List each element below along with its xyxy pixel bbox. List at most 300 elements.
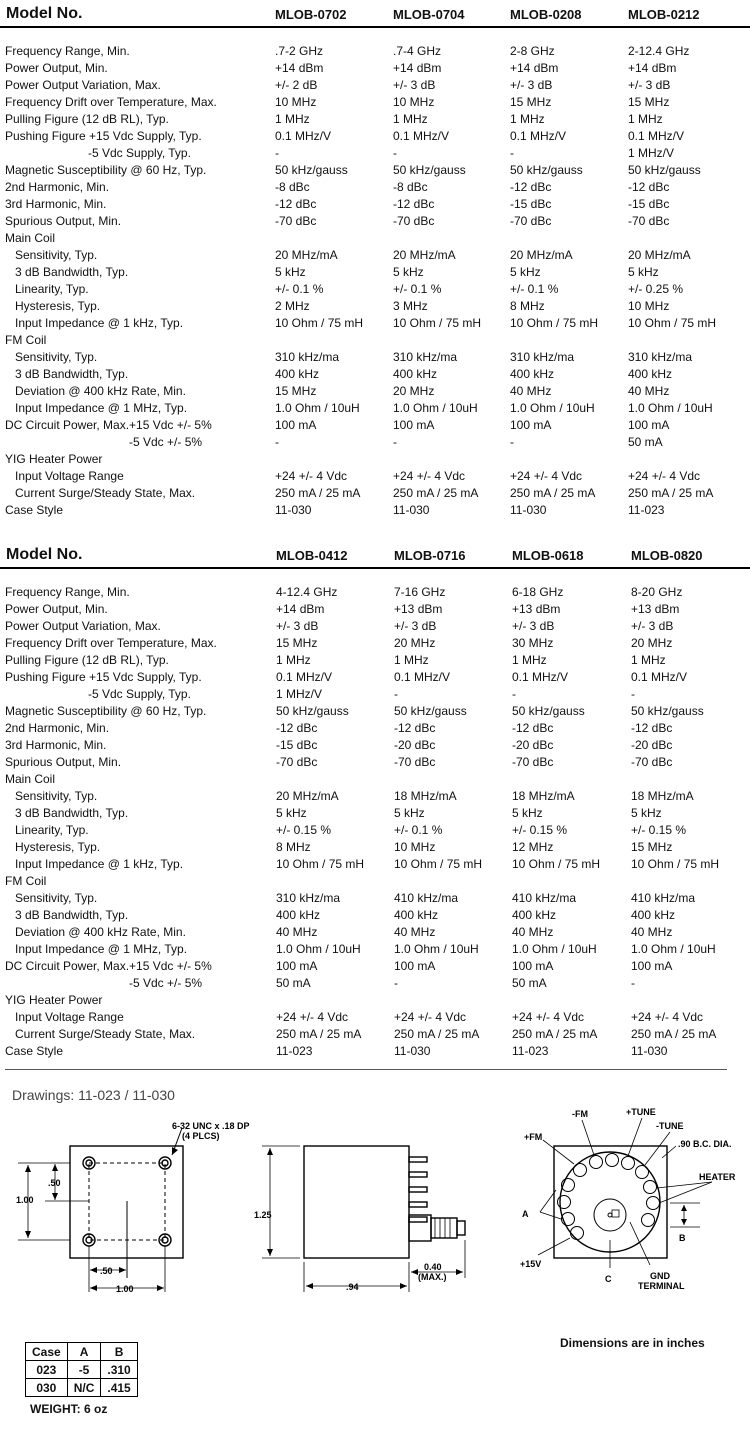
spec-value: 5 kHz [631,806,662,820]
model-column-header: MLOB-0618 [512,548,584,563]
spec-value: 11-030 [394,1044,431,1058]
spec-value: 0.1 MHz/V [631,670,688,684]
spec-value: 10 Ohm / 75 mH [275,316,364,330]
spec-value: -15 dBc [276,738,318,752]
spec-value: +14 dBm [393,61,442,75]
spec-value: -20 dBc [512,738,554,752]
bolt-circle [560,1152,660,1252]
spec-value: -15 dBc [510,197,552,211]
spec-value: 50 kHz/gauss [276,704,349,718]
spec-value: 400 kHz [512,908,557,922]
spec-value: 250 mA / 25 mA [275,486,361,500]
spec-label: Main Coil [5,772,56,786]
case-table [25,1342,138,1397]
b-cell: .310 [101,1361,137,1379]
spec-value: 310 kHz/ma [510,350,575,364]
spec-value: -70 dBc [628,214,670,228]
model-no-heading: Model No. [6,546,83,563]
spec-value: 10 Ohm / 75 mH [510,316,599,330]
spec-value: 1.0 Ohm / 10uH [393,401,478,415]
spec-value: 20 MHz/mA [393,248,456,262]
spec-value: 1 MHz [394,653,429,667]
spec-value: 250 mA / 25 mA [510,486,596,500]
spec-value: -12 dBc [393,197,435,211]
spec-value: 400 kHz [275,367,320,381]
side-view-body [304,1146,409,1258]
case-table-row [26,1361,138,1379]
spec-value: 15 MHz [510,95,552,109]
spec-value: +/- 3 dB [393,78,436,92]
model-column-header: MLOB-0212 [628,7,700,22]
pin [409,1157,427,1162]
spec-value: +14 dBm [628,61,677,75]
spec-value: 5 kHz [512,806,543,820]
spec-value: -20 dBc [631,738,673,752]
gnd-label: GND [650,1271,670,1281]
spec-label: Hysteresis, Typ. [15,299,101,313]
spec-value: 5 kHz [276,806,307,820]
spec-value: 1 MHz [512,653,547,667]
spec-label: -5 Vdc +/- 5% [129,976,203,990]
spec-value: 10 Ohm / 75 mH [512,857,601,871]
spec-value: -15 dBc [628,197,670,211]
spec-value: +24 +/- 4 Vdc [275,469,348,483]
spec-value: - [631,687,635,701]
spec-value: 1 MHz [393,112,428,126]
spec-label: FM Coil [5,333,47,347]
spec-value: 1 MHz [275,112,310,126]
spec-value: 310 kHz/ma [393,350,458,364]
spec-value: 8 MHz [276,840,311,854]
spec-label: Power Output Variation, Max. [5,78,161,92]
spec-label: Input Impedance @ 1 kHz, Typ. [15,316,184,330]
spec-value: +/- 0.15 % [631,823,687,837]
spec-value: 11-030 [510,503,547,517]
spec-value: 1 MHz [628,112,663,126]
spec-label: 3 dB Bandwidth, Typ. [15,265,129,279]
spec-label: Power Output, Min. [5,61,108,75]
spec-value: -12 dBc [394,721,436,735]
terminal-pins [558,1154,660,1240]
spec-value: 10 Ohm / 75 mH [394,857,483,871]
spec-value: 310 kHz/ma [276,891,341,905]
spec-value: 100 mA [276,959,318,973]
spec-label: Pushing Figure +15 Vdc Supply, Typ. [5,129,202,143]
spec-label: Spurious Output, Min. [5,214,122,228]
spec-label: Magnetic Susceptibility @ 60 Hz, Typ. [5,704,207,718]
spec-value: 50 kHz/gauss [631,704,704,718]
spec-label: 3rd Harmonic, Min. [5,197,107,211]
spec-value: -12 dBc [631,721,673,735]
spec-value: - [394,976,398,990]
spec-value: 400 kHz [510,367,555,381]
spec-value: - [275,146,279,160]
spec-value: 250 mA / 25 mA [512,1027,598,1041]
spec-value: 5 kHz [628,265,659,279]
gnd-terminal [612,1210,619,1217]
spec-value: 1 MHz [276,653,311,667]
heater-label: HEATER [699,1172,736,1182]
spec-value: 2-8 GHz [510,44,555,58]
spec-label: Pulling Figure (12 dB RL), Typ. [5,112,169,126]
spec-label: 3 dB Bandwidth, Typ. [15,806,129,820]
spec-value: 10 MHz [628,299,670,313]
spec-label: Frequency Range, Min. [5,585,130,599]
spec-label: Deviation @ 400 kHz Rate, Min. [15,384,186,398]
spec-value: 10 Ohm / 75 mH [628,316,717,330]
spec-value: 1 MHz/V [628,146,675,160]
spec-value: -8 dBc [393,180,428,194]
spec-label: -5 Vdc +/- 5% [129,435,203,449]
spec-value: 1.0 Ohm / 10uH [628,401,713,415]
spec-value: +24 +/- 4 Vdc [631,1010,704,1024]
spec-value: 40 MHz [628,384,670,398]
spec-value: 40 MHz [276,925,318,939]
spec-value: 11-030 [631,1044,668,1058]
spec-label: Hysteresis, Typ. [15,840,101,854]
spec-value: +/- 0.1 % [275,282,324,296]
spec-value: 11-030 [275,503,312,517]
spec-value: 10 Ohm / 75 mH [393,316,482,330]
case-cell: 023 [26,1361,68,1379]
spec-label: Frequency Drift over Temperature, Max. [5,636,217,650]
spec-label: Deviation @ 400 kHz Rate, Min. [15,925,186,939]
spec-value: - [510,146,514,160]
spec-value: -70 dBc [512,755,554,769]
spec-value: 7-16 GHz [394,585,446,599]
spec-value: 40 MHz [631,925,673,939]
spec-label: Current Surge/Steady State, Max. [15,486,196,500]
weight-label: WEIGHT: 6 oz [30,1402,108,1416]
spec-value: 30 MHz [512,636,554,650]
dim-125: 1.25 [254,1210,272,1220]
spec-label: Case Style [5,503,64,517]
spec-value: 250 mA / 25 mA [276,1027,362,1041]
spec-label: 2nd Harmonic, Min. [5,180,110,194]
spec-value: -12 dBc [512,721,554,735]
spec-label: Frequency Range, Min. [5,44,130,58]
spec-value: -70 dBc [394,755,436,769]
model-column-header: MLOB-0208 [510,7,582,22]
spec-value: +24 +/- 4 Vdc [510,469,583,483]
spec-value: 410 kHz/ma [631,891,696,905]
spec-value: 5 kHz [275,265,306,279]
spec-value: 10 Ohm / 75 mH [276,857,365,871]
spec-value: -20 dBc [394,738,436,752]
spec-value: 15 MHz [276,636,318,650]
spec-label: 3 dB Bandwidth, Typ. [15,367,129,381]
spec-value: +/- 0.15 % [276,823,332,837]
spec-value: 410 kHz/ma [394,891,459,905]
spec-value: 50 kHz/gauss [275,163,348,177]
a-label: A [522,1209,529,1219]
spec-label: Case Style [5,1044,64,1058]
spec-value: 0.1 MHz/V [512,670,569,684]
spec-label: Current Surge/Steady State, Max. [15,1027,196,1041]
spec-value: 0.1 MHz/V [275,129,332,143]
drawings-title: Drawings: 11-023 / 11-030 [12,1087,175,1103]
b-header: B [101,1343,137,1361]
spec-value: 40 MHz [510,384,552,398]
spec-value: 50 mA [512,976,547,990]
spec-value: 15 MHz [275,384,317,398]
spec-value: 40 MHz [512,925,554,939]
model-column-header: MLOB-0704 [393,7,465,22]
spec-value: 50 kHz/gauss [628,163,701,177]
spec-value: 1.0 Ohm / 10uH [276,942,361,956]
spec-value: 50 kHz/gauss [510,163,583,177]
spec-value: +24 +/- 4 Vdc [276,1010,349,1024]
spec-value: +/- 3 dB [276,619,319,633]
spec-value: 18 MHz/mA [394,789,457,803]
spec-value: 0.1 MHz/V [276,670,333,684]
spec-value: 20 MHz/mA [628,248,691,262]
spec-value: 0.1 MHz/V [393,129,450,143]
spec-value: - [393,146,397,160]
spec-value: 8 MHz [510,299,545,313]
spec-value: +14 dBm [510,61,559,75]
spec-label: YIG Heater Power [5,452,103,466]
spec-value: 4-12.4 GHz [276,585,338,599]
spec-value: 11-023 [276,1044,313,1058]
spec-value: 20 MHz [394,636,436,650]
spec-value: 310 kHz/ma [628,350,693,364]
spec-value: 310 kHz/ma [275,350,340,364]
spec-value: 18 MHz/mA [631,789,694,803]
spec-value: -12 dBc [510,180,552,194]
spec-value: 18 MHz/mA [512,789,575,803]
spec-value: -70 dBc [275,214,317,228]
model-column-header: MLOB-0412 [276,548,348,563]
spec-value: +13 dBm [512,602,561,616]
spec-value: +/- 0.1 % [510,282,559,296]
spec-value: 100 mA [510,418,552,432]
spec-value: -12 dBc [275,197,317,211]
spec-label: Sensitivity, Typ. [15,350,98,364]
spec-value: - [394,687,398,701]
spec-value: +/- 3 dB [510,78,553,92]
spec-value: +24 +/- 4 Vdc [393,469,466,483]
spec-value: 1 MHz [631,653,666,667]
spec-value: 50 kHz/gauss [512,704,585,718]
spec-value: +14 dBm [275,61,324,75]
terminal-label: TERMINAL [638,1281,685,1291]
spec-value: -70 dBc [276,755,318,769]
a-cell: N/C [67,1379,101,1397]
spec-value: 20 MHz [393,384,435,398]
pin [409,1172,427,1177]
b-label: B [679,1233,686,1243]
spec-value: 50 kHz/gauss [394,704,467,718]
spec-label: 3 dB Bandwidth, Typ. [15,908,129,922]
spec-value: 400 kHz [628,367,673,381]
dimensions-note: Dimensions are in inches [560,1336,705,1350]
spec-label: Frequency Drift over Temperature, Max. [5,95,217,109]
spec-value: +/- 0.1 % [393,282,442,296]
spec-value: -12 dBc [628,180,670,194]
a-header: A [67,1343,101,1361]
model-no-heading: Model No. [6,5,83,22]
spec-value: 0.1 MHz/V [628,129,685,143]
spec-value: 1.0 Ohm / 10uH [510,401,595,415]
spec-value: 3 MHz [393,299,428,313]
spec-value: - [512,687,516,701]
spec-value: 1.0 Ohm / 10uH [512,942,597,956]
spec-value: +/- 3 dB [628,78,671,92]
fm-plus-label: +FM [524,1132,543,1142]
spec-label: 3rd Harmonic, Min. [5,738,107,752]
spec-value: 100 mA [275,418,317,432]
model-column-header: MLOB-0702 [275,7,347,22]
spec-value: +/- 3 dB [512,619,555,633]
spec-value: 1.0 Ohm / 10uH [631,942,716,956]
spec-value: +24 +/- 4 Vdc [628,469,701,483]
spec-label: Pushing Figure +15 Vdc Supply, Typ. [5,670,202,684]
spec-label: -5 Vdc Supply, Typ. [88,146,191,160]
dim-max: (MAX.) [418,1272,447,1282]
pin [409,1187,427,1192]
spec-value: 11-030 [393,503,430,517]
spec-value: +/- 0.15 % [512,823,568,837]
v15-label: +15V [520,1259,542,1269]
spec-value: +13 dBm [631,602,680,616]
spec-label: Pulling Figure (12 dB RL), Typ. [5,653,169,667]
spec-label: FM Coil [5,874,47,888]
spec-value: +24 +/- 4 Vdc [512,1010,585,1024]
spec-value: 400 kHz [631,908,676,922]
spec-value: 5 kHz [510,265,541,279]
spec-value: 400 kHz [393,367,438,381]
spec-value: .7-2 GHz [275,44,324,58]
spec-label: Sensitivity, Typ. [15,789,98,803]
model-column-header: MLOB-0716 [394,548,466,563]
tune-minus-label: -TUNE [656,1121,684,1131]
case-table-row [26,1379,138,1397]
pin [409,1202,427,1207]
dim-050-vertical: .50 [48,1178,61,1188]
a-cell: -5 [67,1361,101,1379]
spec-value: 20 MHz/mA [275,248,338,262]
b-cell: .415 [101,1379,137,1397]
spec-value: 20 MHz/mA [510,248,573,262]
spec-value: 0.1 MHz/V [394,670,451,684]
spec-value: 100 mA [394,959,436,973]
spec-value: 250 mA / 25 mA [394,1027,480,1041]
spec-value: 10 MHz [394,840,436,854]
spec-label: Power Output, Min. [5,602,108,616]
spec-label: -5 Vdc Supply, Typ. [88,687,191,701]
spec-value: +14 dBm [276,602,325,616]
spec-value: 100 mA [512,959,554,973]
spec-value: 6-18 GHz [512,585,564,599]
spec-label: Input Impedance @ 1 kHz, Typ. [15,857,184,871]
spec-value: +/- 0.25 % [628,282,684,296]
spec-label: Power Output Variation, Max. [5,619,161,633]
spec-value: -70 dBc [393,214,435,228]
spec-value: +13 dBm [394,602,443,616]
spec-value: -70 dBc [631,755,673,769]
dim-040: 0.40 [424,1262,442,1272]
spec-value: 2 MHz [275,299,310,313]
spec-value: -12 dBc [276,721,318,735]
spec-value: 11-023 [512,1044,549,1058]
spec-value: 11-023 [628,503,665,517]
spec-label: Linearity, Typ. [15,282,89,296]
dim-100-vertical: 1.00 [16,1195,34,1205]
spec-value: 400 kHz [276,908,321,922]
dim-050-horizontal: .50 [100,1266,113,1276]
spec-value: - [631,976,635,990]
spec-value: - [393,435,397,449]
spec-value: 8-20 GHz [631,585,683,599]
dim-094: .94 [346,1282,359,1292]
spec-label: Magnetic Susceptibility @ 60 Hz, Typ. [5,163,207,177]
spec-value: 10 MHz [393,95,435,109]
spec-value: 100 mA [631,959,673,973]
case-cell: 030 [26,1379,68,1397]
spec-label: 2nd Harmonic, Min. [5,721,110,735]
spec-value: 50 mA [276,976,311,990]
spec-value: 410 kHz/ma [512,891,577,905]
spec-value: 20 MHz/mA [276,789,339,803]
spec-value: - [510,435,514,449]
spec-value: +/- 0.1 % [394,823,443,837]
spec-value: 20 MHz [631,636,673,650]
spec-label: Input Impedance @ 1 MHz, Typ. [15,401,188,415]
bc-dia-label: .90 B.C. DIA. [678,1139,732,1149]
spec-value: +/- 2 dB [275,78,318,92]
spec-label: Input Impedance @ 1 MHz, Typ. [15,942,188,956]
spec-value: 100 mA [393,418,435,432]
spec-value: 250 mA / 25 mA [628,486,714,500]
spec-value: 1.0 Ohm / 10uH [275,401,360,415]
spec-label: Sensitivity, Typ. [15,248,98,262]
spec-value: +24 +/- 4 Vdc [394,1010,467,1024]
spec-value: 5 kHz [393,265,424,279]
spec-value: 5 kHz [394,806,425,820]
center-boss [594,1199,626,1231]
spec-label: DC Circuit Power, Max.+15 Vdc +/- 5% [5,418,212,432]
connector-body [409,1215,431,1241]
spec-value: +/- 3 dB [394,619,437,633]
spec-value: 15 MHz [631,840,673,854]
spec-label: Main Coil [5,231,56,245]
spec-label: Input Voltage Range [15,1010,124,1024]
spec-value: 50 kHz/gauss [393,163,466,177]
spec-value: 15 MHz [628,95,670,109]
spec-label: DC Circuit Power, Max.+15 Vdc +/- 5% [5,959,212,973]
spec-value: 1.0 Ohm / 10uH [394,942,479,956]
tune-plus-label: +TUNE [626,1107,656,1117]
spec-value: -8 dBc [275,180,310,194]
spec-value: 250 mA / 25 mA [631,1027,717,1041]
spec-label: Input Voltage Range [15,469,124,483]
pin [409,1217,427,1222]
dim-100-horizontal: 1.00 [116,1284,134,1294]
spec-value: 12 MHz [512,840,554,854]
spec-value: 1 MHz [510,112,545,126]
spec-label: Linearity, Typ. [15,823,89,837]
thread-label: 6-32 UNC x .18 DP [172,1121,250,1131]
spec-value: 1 MHz/V [276,687,323,701]
fm-minus-label: -FM [572,1109,588,1119]
spec-value: 100 mA [628,418,670,432]
connector-tip [457,1221,465,1235]
spec-value: 2-12.4 GHz [628,44,690,58]
spec-value: - [275,435,279,449]
spec-value: 400 kHz [394,908,439,922]
spec-value: .7-4 GHz [393,44,442,58]
